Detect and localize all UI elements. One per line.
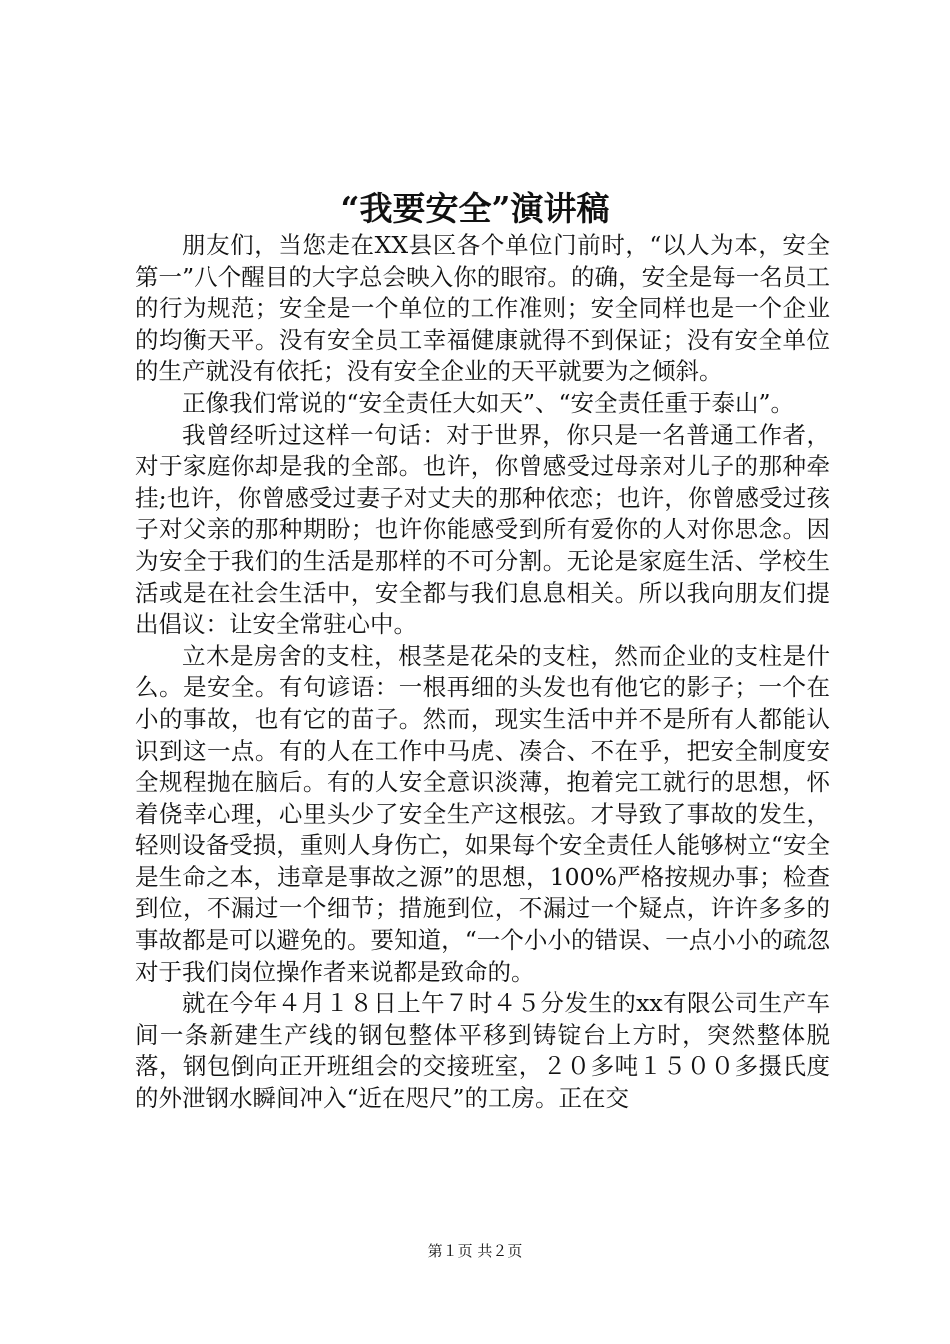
paragraph-4: 立木是房舍的支柱，根茎是花朵的支柱，然而企业的支柱是什么。是安全。有句谚语：一根再细的头发也有他它的影子；一个在小的事故，也有它的苗子。然而，现实生活中并不是所有人都能认识到这一点。有的人在工作中马虎、凑合、不在乎，把安全制度安全规程抛在脑后。有的人安全意识淡薄，抱着完工就行的思想，怀着侥幸心理，心里头少了安全生产这根弦。才导致了事故的发生，轻则设备受损，重则人身伤亡，如果每个安全责任人能够树立“安全是生命之本，违章是事故之源”的思想，100%严格按规办事；检查到位，不漏过一个细节；措施到位，不漏过一个疑点，许许多多的事故都是可以避免的。要知道，“一个小小的错误、一点小小的疏忽对于我们岗位操作者来说都是致命的。: [135, 641, 830, 986]
page-footer: 第１页 共２页: [427, 1242, 523, 1260]
page-title: “我要安全”演讲稿: [340, 189, 610, 228]
paragraph-3: 我曾经听过这样一句话：对于世界，你只是一名普通工作者，对于家庭你却是我的全部。也许，你曾感受过母亲对儿子的那种牵挂;也许，你曾感受过妻子对丈夫的那种依恋；也许，你曾感受过孩子对父亲的那种期盼；也许你能感受到所有爱你的人对你思念。因为安全于我们的生活是那样的不可分割。无论是家庭生活、学校生活或是在社会生活中，安全都与我们息息相关。所以我向朋友们提出倡议：让安全常驻心中。: [135, 420, 830, 639]
paragraph-5: 就在今年４月１８日上午７时４５分发生的xx有限公司生产车间一条新建生产线的钢包整体平移到铸锭台上方时，突然整体脱落，钢包倒向正开班组会的交接班室，２０多吨１５００多摄氏度的外泄钢水瞬间冲入“近在咫尺”的工房。正在交: [135, 989, 830, 1113]
document-body: [135, 230, 830, 1115]
paragraph-1: 朋友们，当您走在XX县区各个单位门前时，“以人为本，安全第一”八个醒目的大字总会映入你的眼帘。的确，安全是每一名员工的行为规范；安全是一个单位的工作准则；安全同样也是一个企业的均衡天平。没有安全员工幸福健康就得不到保证；没有安全单位的生产就没有依托；没有安全企业的天平就要为之倾斜。: [135, 231, 830, 386]
paragraph-2: 正像我们常说的“安全责任大如天”、“安全责任重于泰山”。: [182, 388, 795, 417]
